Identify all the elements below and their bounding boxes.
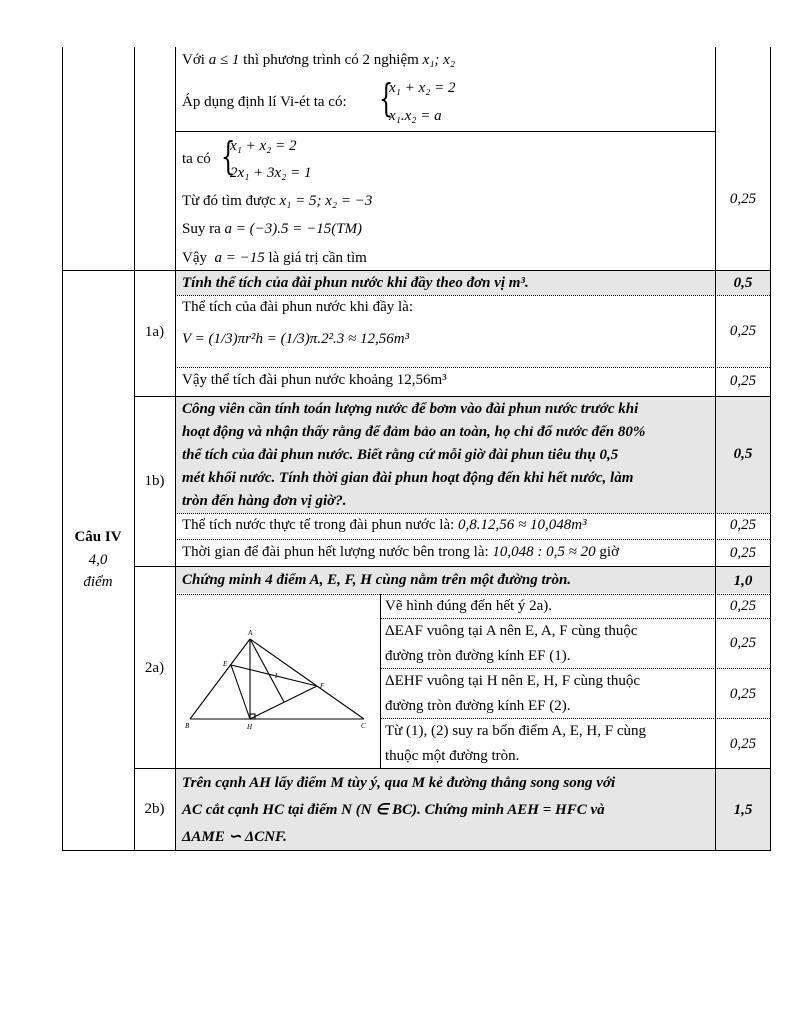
section-title: Câu IV bbox=[74, 529, 122, 545]
q1b-label: 1b) bbox=[144, 473, 165, 489]
label-c: C bbox=[361, 722, 366, 730]
label-h: H bbox=[247, 723, 253, 731]
q2a-heading-score: 1,0 bbox=[733, 573, 753, 589]
q2a-step4-line1: Từ (1), (2) suy ra bốn điểm A, E, H, F cùng bbox=[385, 723, 647, 739]
q1a-score1: 0,25 bbox=[729, 323, 757, 339]
q1b-score1: 0,25 bbox=[729, 517, 757, 533]
top-line-3: ta có bbox=[182, 151, 211, 167]
top-line-4: Từ đó tìm được x₁ = 5; x₂ = −3 bbox=[182, 193, 373, 209]
segment-hf bbox=[250, 686, 317, 719]
q1b-heading-score: 0,5 bbox=[733, 446, 753, 462]
q1b-heading-line: mét khối nước. Tính thời gian đài phun hoạt động đến khi hết nước, làm bbox=[182, 470, 634, 486]
q1a-line1: Thể tích của đài phun nước khi đầy là: bbox=[182, 299, 413, 315]
q2a-step2-score: 0,25 bbox=[729, 635, 757, 651]
label-b: B bbox=[185, 722, 190, 730]
q2b-heading-line: Trên cạnh AH lấy điểm M tùy ý, qua M kẻ đường thẳng song song với bbox=[182, 775, 616, 791]
section-unit: điểm bbox=[83, 574, 113, 590]
section-points: 4,0 bbox=[88, 552, 108, 568]
label-a: A bbox=[248, 629, 253, 637]
q1b-line2: Thời gian để đài phun hết lượng nước bên trong là: 10,048 : 0,5 ≈ 20 giờ bbox=[182, 544, 620, 560]
q2a-step2-line2: đường tròn đường kính EF (1). bbox=[385, 648, 571, 664]
top-line-6: Vậy a = −15 là giá trị cần tìm bbox=[182, 250, 367, 266]
q1a-heading: Tính thể tích của đài phun nước khi đầy theo đơn vị m³. bbox=[182, 275, 529, 291]
system2-eq2: 2x₁ + 3x₂ = 1 bbox=[230, 165, 312, 181]
q2a-label: 2a) bbox=[144, 660, 165, 676]
top-line-5: Suy ra a = (−3).5 = −15(TM) bbox=[182, 221, 363, 237]
q1b-line1: Thể tích nước thực tế trong đài phun nước là: 0,8.12,56 ≈ 10,048m³ bbox=[182, 517, 587, 533]
top-line-1: Với a ≤ 1 thì phương trình có 2 nghiệm x₁; x₂ bbox=[182, 52, 456, 68]
q2b-heading-line: ΔAME ∽ ΔCNF. bbox=[182, 829, 287, 845]
q1b-heading-line: tròn đến hàng đơn vị giờ?. bbox=[182, 493, 347, 509]
q2a-step3-line1: ΔEHF vuông tại H nên E, H, F cùng thuộc bbox=[385, 673, 641, 689]
q2b-heading-line: AC cắt cạnh HC tại điểm N (N ∈ BC). Chứng minh AEH = HFC và bbox=[182, 802, 605, 818]
top-line-2: Áp dụng định lí Vi-ét ta có: bbox=[182, 94, 347, 110]
q1a-heading-score: 0,5 bbox=[733, 275, 753, 291]
q1a-line2: Vậy thể tích đài phun nước khoảng 12,56m³ bbox=[182, 372, 447, 388]
q1b-heading-line: hoạt động và nhận thấy rằng để đảm bảo an toàn, họ chỉ đổ nước đến 80% bbox=[182, 424, 646, 440]
q1a-label: 1a) bbox=[144, 324, 165, 340]
q2a-step3-score: 0,25 bbox=[729, 686, 757, 702]
system-brace-1: { bbox=[378, 76, 394, 120]
label-i: I bbox=[275, 672, 278, 680]
side-ab bbox=[190, 639, 250, 719]
top-score: 0,25 bbox=[729, 191, 757, 207]
triangle-figure bbox=[176, 595, 380, 768]
system1-eq1: x₁ + x₂ = 2 bbox=[389, 80, 456, 96]
q1b-score2: 0,25 bbox=[729, 545, 757, 561]
q2a-step3-line2: đường tròn đường kính EF (2). bbox=[385, 698, 571, 714]
q2a-step1-score: 0,25 bbox=[729, 598, 757, 614]
q1b-heading-line: thể tích của đài phun nước. Biết rằng cứ mỗi giờ đài phun tiêu thụ 0,5 bbox=[182, 447, 619, 463]
q1a-score2: 0,25 bbox=[729, 373, 757, 389]
label-f: F bbox=[320, 682, 325, 690]
system-brace-2: { bbox=[220, 134, 236, 178]
system1-eq2: x₁.x₂ = a bbox=[389, 108, 442, 124]
side-ac bbox=[250, 639, 364, 719]
q2b-label: 2b) bbox=[144, 801, 165, 817]
q2b-heading-score: 1,5 bbox=[733, 802, 753, 818]
q2a-step1-line1: Vẽ hình đúng đến hết ý 2a). bbox=[385, 598, 553, 614]
q2a-step4-line2: thuộc một đường tròn. bbox=[385, 748, 520, 764]
q2a-heading: Chứng minh 4 điểm A, E, F, H cùng nằm trên một đường tròn. bbox=[182, 572, 572, 588]
q1a-formula: V = (1/3)πr²h = (1/3)π.2².3 ≈ 12,56m³ bbox=[182, 331, 410, 347]
label-e: E bbox=[223, 660, 228, 668]
segment-eh bbox=[231, 665, 250, 719]
q1b-heading-line: Công viên cần tính toán lượng nước để bơm vào đài phun nước trước khi bbox=[182, 401, 639, 417]
q2a-step4-score: 0,25 bbox=[729, 736, 757, 752]
system2-eq1: x₁ + x₂ = 2 bbox=[230, 138, 297, 154]
q2a-step2-line1: ΔEAF vuông tại A nên E, A, F cùng thuộc bbox=[385, 623, 638, 639]
